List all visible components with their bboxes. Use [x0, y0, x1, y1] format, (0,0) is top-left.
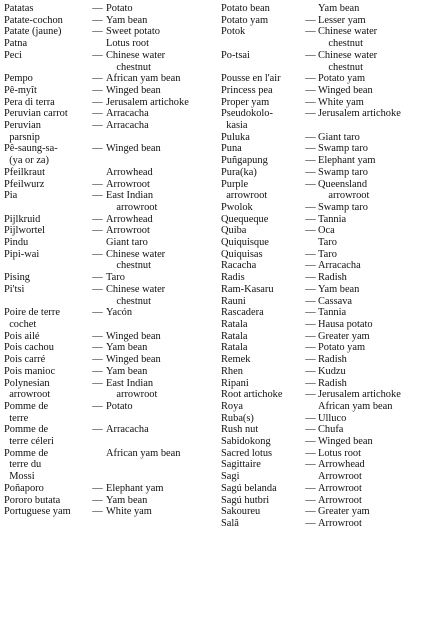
entry-dash: —: [305, 155, 316, 167]
entry-term: Peci: [4, 49, 22, 61]
entry-gloss: Lotus root: [318, 447, 362, 459]
entry-gloss: Giant taro: [106, 237, 148, 249]
glossary-entry: [4, 73, 210, 85]
entry-gloss: Chufa: [318, 424, 344, 436]
glossary-entry: [4, 167, 210, 179]
entry-term: Pois cachou: [4, 342, 54, 354]
entry-dash: —: [92, 73, 103, 85]
entry-gloss: Elephant yam: [106, 482, 164, 494]
glossary-entry: [221, 108, 421, 131]
entry-dash: —: [305, 49, 316, 61]
entry-dash: —: [305, 436, 316, 448]
entry-term: Pindu: [4, 237, 29, 249]
glossary-entry: [221, 97, 421, 109]
entry-dash: —: [305, 318, 316, 330]
entry-term: Rascadera: [221, 307, 264, 319]
entry-term: Pfeilkraut: [4, 166, 45, 178]
entry-dash: —: [305, 354, 316, 366]
glossary-entry: [4, 38, 210, 50]
entry-gloss: Winged bean: [106, 84, 161, 96]
entry-term: Pera di terra: [4, 96, 55, 108]
entry-term: Quequeque: [221, 213, 269, 225]
entry-term: Pê-saung-sa- (ya or za): [4, 143, 58, 167]
glossary-entry: [4, 3, 210, 15]
glossary-entry: [221, 132, 421, 144]
entry-term: Pomme de terre céleri: [4, 424, 54, 448]
entry-dash: —: [305, 96, 316, 108]
entry-term: Pê-myît: [4, 84, 37, 96]
entry-dash: —: [305, 201, 316, 213]
entry-gloss: Oca: [318, 225, 335, 237]
entry-dash: [303, 471, 318, 483]
entry-gloss: Radish: [318, 354, 347, 366]
entry-gloss: Elephant yam: [318, 155, 376, 167]
glossary-entry: [4, 190, 210, 213]
entry-gloss: Radish: [318, 377, 347, 389]
entry-term: Patate (jaune): [4, 26, 62, 38]
entry-term: Puluka: [221, 131, 250, 143]
entry-dash: —: [305, 307, 316, 319]
entry-gloss: Ulluco: [318, 412, 347, 424]
glossary-entry: [4, 424, 210, 447]
entry-gloss: Potato yam: [318, 73, 366, 85]
entry-term: Potok: [221, 26, 246, 38]
entry-dash: —: [305, 26, 316, 38]
glossary-entry: [4, 506, 210, 518]
entry-term: Poire de terre cochet: [4, 307, 60, 330]
glossary-entry: [221, 85, 421, 97]
entry-dash: —: [305, 494, 316, 506]
entry-term: Pois manioc: [4, 365, 56, 377]
glossary-entry: [221, 518, 421, 530]
entry-gloss: Taro: [106, 272, 125, 284]
entry-term: Pising: [4, 272, 30, 284]
glossary-entry: [221, 249, 421, 261]
entry-dash: —: [92, 330, 103, 342]
entry-dash: —: [92, 213, 103, 225]
entry-term: Roya: [221, 400, 243, 412]
entry-term: Princess pea: [221, 84, 273, 96]
glossary-entry: [221, 495, 421, 507]
entry-term: Salâ: [221, 517, 239, 529]
entry-gloss: East Indian arrowroot: [106, 190, 158, 213]
entry-dash: —: [92, 506, 103, 518]
entry-term: Peruvian parsnip: [4, 120, 41, 143]
entry-gloss: Radish: [318, 272, 347, 284]
glossary-entry: [221, 179, 421, 202]
entry-gloss: Yam bean: [318, 283, 360, 295]
entry-dash: —: [305, 295, 316, 307]
glossary-entry: [221, 413, 421, 425]
entry-gloss: Sweet potato: [106, 26, 160, 38]
entry-gloss: Yacón: [106, 307, 133, 319]
entry-term: Pempo: [4, 73, 33, 85]
entry-gloss: Potato: [106, 400, 133, 412]
entry-term: Ripani: [221, 377, 249, 389]
entry-term: Potato yam: [221, 14, 269, 26]
glossary-entry: [4, 483, 210, 495]
glossary-entry: [4, 26, 210, 38]
entry-dash: [89, 38, 106, 50]
glossary-entry: [221, 3, 421, 15]
entry-term: Sagi: [221, 471, 240, 483]
entry-gloss: Arracacha: [106, 424, 149, 436]
entry-gloss: African yam bean: [106, 73, 181, 85]
entry-dash: —: [92, 494, 103, 506]
entry-dash: —: [305, 108, 316, 120]
entry-dash: —: [92, 482, 103, 494]
entry-gloss: White yam: [106, 506, 152, 518]
glossary-entry: [221, 331, 421, 343]
entry-gloss: Giant taro: [318, 131, 360, 143]
entry-term: Po-tsai: [221, 49, 250, 61]
entry-gloss: Potato: [106, 3, 133, 14]
glossary-entry: [4, 15, 210, 27]
entry-dash: —: [305, 377, 316, 389]
entry-gloss: Arrowroot: [318, 517, 362, 529]
glossary-entry: [4, 249, 210, 272]
glossary-entry: [4, 50, 210, 73]
entry-dash: —: [305, 482, 316, 494]
entry-gloss: Winged bean: [106, 354, 161, 366]
entry-gloss: Chinese water chestnut: [106, 283, 166, 307]
entry-dash: —: [305, 143, 316, 155]
glossary-entry: [221, 167, 421, 179]
entry-term: Potato bean: [221, 3, 270, 14]
glossary-entry: [221, 214, 421, 226]
entry-gloss: Tannia: [318, 213, 347, 225]
glossary-entry: [4, 366, 210, 378]
entry-term: Rauni: [221, 295, 246, 307]
entry-gloss: Lotus root: [106, 38, 150, 50]
entry-dash: [89, 237, 106, 249]
glossary-entry: [4, 354, 210, 366]
glossary-entry: [221, 260, 421, 272]
entry-term: Sagú hutbri: [221, 494, 270, 506]
glossary-entry: [4, 108, 210, 120]
right-column: [221, 3, 421, 530]
entry-gloss: Kudzu: [318, 365, 346, 377]
entry-dash: [303, 401, 318, 413]
entry-dash: —: [92, 14, 103, 26]
entry-term: Pijlkruid: [4, 213, 41, 225]
entry-gloss: Lesser yam: [318, 14, 366, 26]
entry-term: Sabidokong: [221, 436, 271, 448]
entry-gloss: Hausa potato: [318, 318, 373, 330]
entry-gloss: Arrowroot: [318, 494, 362, 506]
entry-dash: —: [92, 96, 103, 108]
entry-dash: —: [305, 447, 316, 459]
entry-term: Pfeilwurz: [4, 178, 45, 190]
entry-gloss: Taro: [318, 248, 337, 260]
glossary-entry: [221, 436, 421, 448]
entry-dash: —: [92, 365, 103, 377]
entry-gloss: Jerusalem artichoke: [318, 108, 401, 120]
glossary-entry: [221, 73, 421, 85]
entry-term: Patatas: [4, 3, 34, 14]
glossary-entry: [221, 506, 421, 518]
glossary-entry: [221, 143, 421, 155]
entry-dash: —: [92, 248, 103, 260]
entry-dash: —: [305, 412, 316, 424]
entry-term: Pijlwortel: [4, 225, 45, 237]
entry-gloss: Arracacha: [106, 108, 149, 120]
entry-gloss: Arrowroot: [106, 178, 150, 190]
entry-term: Pia: [4, 190, 18, 202]
entry-term: Sacred lotus: [221, 447, 273, 459]
entry-dash: —: [92, 49, 103, 61]
entry-term: Patate-cochon: [4, 14, 63, 26]
entry-term: Pseudokolo- kasia: [221, 108, 273, 132]
entry-dash: [303, 3, 318, 15]
entry-dash: —: [92, 377, 103, 389]
entry-term: Pousse en l'air: [221, 73, 281, 85]
glossary-entry: [221, 284, 421, 296]
entry-term: Rhen: [221, 365, 243, 377]
entry-gloss: Arracacha: [106, 120, 149, 132]
entry-gloss: Chinese water chestnut: [318, 49, 378, 73]
entry-term: Quiquisas: [221, 248, 263, 260]
entry-term: Ratala: [221, 318, 248, 330]
entry-gloss: Winged bean: [318, 84, 373, 96]
entry-gloss: Jerusalem artichoke: [318, 389, 401, 401]
entry-dash: —: [305, 260, 316, 272]
entry-dash: —: [305, 73, 316, 85]
glossary-entry: [221, 15, 421, 27]
entry-dash: —: [92, 283, 103, 295]
glossary-entry: [221, 202, 421, 214]
entry-term: Proper yam: [221, 96, 270, 108]
entry-gloss: Arrowhead: [106, 166, 153, 178]
entry-term: Ratala: [221, 330, 248, 342]
glossary-entry: [221, 401, 421, 413]
entry-gloss: Swamp taro: [318, 143, 368, 155]
entry-gloss: Chinese water chestnut: [318, 26, 378, 50]
entry-dash: —: [305, 272, 316, 284]
entry-term: Ruba(s): [221, 412, 254, 424]
entry-term: Poñaporo: [4, 482, 44, 494]
glossary-entry: [221, 389, 421, 401]
entry-dash: —: [92, 225, 103, 237]
entry-term: Peruvian carrot: [4, 108, 68, 120]
glossary-entry: [221, 483, 421, 495]
glossary-entry: [221, 424, 421, 436]
entry-term: Quiba: [221, 225, 247, 237]
entry-term: Racacha: [221, 260, 257, 272]
glossary-entry: [4, 237, 210, 249]
glossary-entry: [4, 401, 210, 424]
entry-term: Polynesian arrowroot: [4, 377, 51, 401]
entry-dash: [89, 448, 106, 483]
entry-term: Purple arrowroot: [221, 178, 268, 202]
glossary-entry: [221, 471, 421, 483]
entry-gloss: Chinese water chestnut: [106, 248, 166, 272]
entry-dash: —: [92, 143, 103, 155]
entry-dash: —: [305, 389, 316, 401]
entry-gloss: Cassava: [318, 295, 353, 307]
entry-term: Rush nut: [221, 424, 259, 436]
glossary-entry: [4, 225, 210, 237]
entry-dash: —: [305, 178, 316, 190]
entry-dash: —: [305, 459, 316, 471]
entry-gloss: Jerusalem artichoke: [106, 96, 189, 108]
entry-dash: —: [92, 354, 103, 366]
entry-term: Pura(ka): [221, 166, 257, 178]
entry-dash: [303, 237, 318, 249]
glossary-entry: [4, 378, 210, 401]
entry-term: Puñgapung: [221, 155, 268, 167]
entry-dash: —: [305, 342, 316, 354]
entry-term: Pois ailé: [4, 330, 40, 342]
entry-dash: —: [92, 342, 103, 354]
entry-dash: —: [305, 14, 316, 26]
entry-gloss: Swamp taro: [318, 166, 368, 178]
glossary-entry: [221, 155, 421, 167]
entry-term: Pi'tsi: [4, 283, 25, 295]
glossary-entry: [4, 97, 210, 109]
entry-gloss: White yam: [318, 96, 364, 108]
entry-dash: —: [92, 120, 103, 132]
glossary-entry: [221, 26, 421, 49]
entry-gloss: Yam bean: [318, 3, 360, 14]
entry-gloss: African yam bean: [106, 447, 181, 459]
entry-dash: —: [92, 84, 103, 96]
entry-term: Remek: [221, 354, 251, 366]
entry-gloss: Winged bean: [318, 436, 373, 448]
glossary-entry: [4, 495, 210, 507]
glossary-entry: [4, 179, 210, 191]
entry-gloss: Yam bean: [106, 365, 148, 377]
glossary-entry: [221, 319, 421, 331]
glossary-entry: [4, 448, 210, 483]
entry-gloss: Arrowroot: [106, 225, 150, 237]
entry-term: Ram-Kasaru: [221, 283, 274, 295]
entry-term: Pororo butata: [4, 494, 61, 506]
entry-gloss: Winged bean: [106, 330, 161, 342]
entry-gloss: Arrowhead: [318, 459, 365, 471]
entry-dash: —: [305, 424, 316, 436]
entry-gloss: Yam bean: [106, 14, 148, 26]
entry-term: Root artichoke: [221, 389, 283, 401]
entry-dash: —: [305, 517, 316, 529]
glossary-entry: [221, 296, 421, 308]
entry-gloss: African yam bean: [318, 400, 393, 412]
glossary-entry: [4, 284, 210, 307]
glossary-entry: [221, 237, 421, 249]
entry-term: Sagittaire: [221, 459, 261, 471]
glossary-entry: [4, 85, 210, 97]
left-column: [4, 3, 210, 518]
entry-gloss: Taro: [318, 237, 337, 249]
glossary-entry: [4, 342, 210, 354]
entry-term: Sakoureu: [221, 506, 261, 518]
entry-dash: —: [92, 108, 103, 120]
entry-term: Puna: [221, 143, 242, 155]
glossary-entry: [4, 143, 210, 166]
entry-dash: —: [305, 213, 316, 225]
entry-dash: —: [92, 178, 103, 190]
glossary-entry: [221, 448, 421, 460]
glossary-entry: [4, 331, 210, 343]
entry-term: Portuguese yam: [4, 506, 71, 518]
entry-dash: —: [305, 166, 316, 178]
entry-dash: [89, 167, 106, 179]
entry-gloss: Arrowhead: [106, 213, 153, 225]
entry-dash: —: [305, 283, 316, 295]
entry-dash: —: [305, 84, 316, 96]
glossary-entry: [221, 272, 421, 284]
entry-dash: —: [305, 248, 316, 260]
glossary-entry: [4, 214, 210, 226]
entry-gloss: Yam bean: [106, 342, 148, 354]
glossary-entry: [221, 50, 421, 73]
entry-term: Radis: [221, 272, 245, 284]
entry-term: Sagú belanda: [221, 482, 277, 494]
glossary-entry: [221, 378, 421, 390]
entry-term: Pomme de terre du Mossi: [4, 447, 49, 483]
entry-term: Pois carré: [4, 354, 46, 366]
entry-gloss: Chinese water chestnut: [106, 49, 166, 73]
entry-dash: —: [305, 506, 316, 518]
entry-gloss: Winged bean: [106, 143, 161, 155]
entry-dash: —: [305, 131, 316, 143]
entry-term: Quiquisque: [221, 237, 269, 249]
entry-dash: —: [92, 3, 103, 14]
glossary-entry: [4, 307, 210, 330]
glossary-entry: [221, 354, 421, 366]
glossary-entry: [221, 342, 421, 354]
entry-gloss: Queensland arrowroot: [318, 178, 370, 202]
glossary-entry: [221, 366, 421, 378]
entry-gloss: Arrowroot: [318, 482, 362, 494]
entry-gloss: Tannia: [318, 307, 347, 319]
entry-dash: —: [305, 365, 316, 377]
entry-gloss: Greater yam: [318, 330, 370, 342]
entry-dash: —: [305, 225, 316, 237]
glossary-entry: [4, 272, 210, 284]
entry-dash: —: [305, 330, 316, 342]
glossary-entry: [221, 459, 421, 471]
entry-gloss: Greater yam: [318, 506, 370, 518]
entry-gloss: Potato yam: [318, 342, 366, 354]
entry-term: Pipi-wai: [4, 248, 40, 260]
entry-term: Ratala: [221, 342, 248, 354]
entry-gloss: East Indian arrowroot: [106, 377, 158, 401]
entry-gloss: Swamp taro: [318, 201, 368, 213]
entry-gloss: Arrowroot: [318, 471, 362, 483]
entry-term: Pomme de terre: [4, 400, 49, 424]
entry-dash: —: [92, 190, 103, 202]
entry-term: Pwolok: [221, 201, 253, 213]
entry-dash: —: [92, 400, 103, 412]
entry-dash: —: [92, 272, 103, 284]
entry-term: Patna: [4, 38, 28, 50]
entry-dash: —: [92, 307, 103, 319]
entry-gloss: Arracacha: [318, 260, 361, 272]
entry-dash: —: [92, 26, 103, 38]
glossary-entry: [221, 225, 421, 237]
glossary-entry: [221, 307, 421, 319]
glossary-entry: [4, 120, 210, 143]
entry-gloss: Yam bean: [106, 494, 148, 506]
entry-dash: —: [92, 424, 103, 436]
